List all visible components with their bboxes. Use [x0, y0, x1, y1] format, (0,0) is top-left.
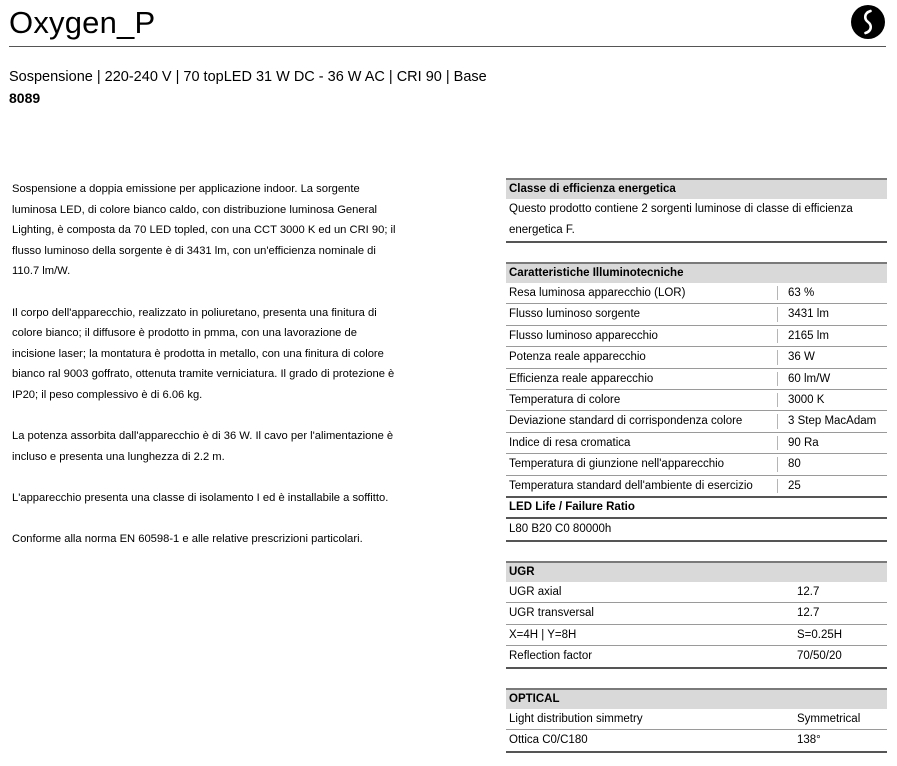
description-paragraph: Sospensione a doppia emissione per applicazione indoor. La sorgente luminosa LED, di colore bianco caldo, con distribuzione luminosa General Lighting, è composta da 70 LED topled, con una CCT 3000 K ed un CRI 90; il flusso luminoso della sorgente è di 3431 lm, con un'efficienza nominale di 110.7 lm/W.	[12, 183, 396, 278]
table-row	[506, 603, 887, 624]
row-value: 63 %	[788, 287, 815, 299]
description-paragraph: L'apparecchio presenta una classe di isolamento I ed è installabile a soffitto.	[12, 491, 389, 504]
description-paragraph: Il corpo dell'apparecchio, realizzato in poliuretano, presenta una finitura di colore bianco; il diffusore è prodotto in pmma, con una lavorazione de incisione laser; la montatura è prodotta in metallo, con una finitura di colore bianco ral 9003 goffrato, ottenuta tramite verniciatura. Il grado di protezione è IP20; il peso complessivo è di 6.06 kg.	[12, 306, 395, 401]
table-row	[506, 454, 887, 475]
energy-section	[506, 178, 887, 243]
description-paragraph: Conforme alla norma EN 60598-1 e alle relative prescrizioni particolari.	[12, 533, 363, 546]
optical-section	[506, 688, 887, 753]
table-row	[506, 582, 887, 603]
product-description	[12, 179, 402, 570]
row-label: Light distribution simmetry	[509, 713, 643, 725]
row-value: 12.7	[797, 586, 820, 598]
lighting-heading: Caratteristiche Illuminotecniche	[506, 262, 887, 283]
optical-heading: OPTICAL	[506, 688, 887, 709]
row-label: Reflection factor	[509, 650, 593, 663]
row-value: 36 W	[788, 351, 815, 364]
description-paragraph: La potenza assorbita dall'apparecchio è di 36 W. Il cavo per l'alimentazione è incluso e presenta una lunghezza di 2.2 m.	[12, 430, 394, 463]
row-value: 3431 lm	[788, 308, 829, 321]
row-label: Potenza reale apparecchio	[509, 351, 646, 364]
table-row	[506, 283, 887, 304]
header-divider	[9, 46, 886, 47]
table-row	[506, 730, 887, 752]
table-row	[506, 709, 887, 730]
table-row	[506, 326, 887, 347]
lighting-section	[506, 262, 887, 542]
row-value: 60 lm/W	[788, 372, 831, 385]
row-label: X=4H | Y=8H	[509, 628, 577, 641]
row-value: 2165 lm	[788, 329, 829, 342]
led-life-text: L80 B20 C0 80000h	[506, 519, 887, 542]
row-value: 12.7	[797, 607, 820, 620]
table-row	[506, 369, 887, 390]
product-subtitle: Sospensione | 220-240 V | 70 topLED 31 W DC - 36 W AC | CRI 90 | Base	[9, 69, 487, 85]
page-title: Oxygen_P	[9, 5, 156, 40]
product-code: 8089	[9, 90, 41, 106]
table-row	[506, 347, 887, 368]
brand-logo-icon	[851, 5, 885, 39]
row-value: 3000 K	[788, 393, 825, 406]
row-value: S=0.25H	[797, 628, 843, 641]
row-label: Deviazione standard di corrispondenza colore	[509, 415, 743, 428]
row-label: Resa luminosa apparecchio (LOR)	[509, 287, 686, 299]
row-label: Indice di resa cromatica	[509, 436, 631, 449]
row-value: Symmetrical	[797, 713, 861, 725]
table-row	[506, 433, 887, 454]
row-value: 25	[788, 479, 801, 492]
table-row	[506, 646, 887, 668]
energy-heading: Classe di efficienza energetica	[506, 178, 887, 199]
table-row	[506, 304, 887, 325]
led-life-heading: LED Life / Failure Ratio	[506, 498, 887, 519]
row-label: Temperatura di colore	[509, 393, 621, 406]
table-row	[506, 625, 887, 646]
table-row	[506, 411, 887, 432]
row-label: Temperatura standard dell'ambiente di esercizio	[509, 479, 753, 492]
row-label: Ottica C0/C180	[509, 734, 588, 747]
row-label: Efficienza reale apparecchio	[509, 372, 654, 385]
row-value: 70/50/20	[797, 650, 842, 663]
row-value: 138°	[797, 734, 821, 747]
ugr-heading: UGR	[506, 561, 887, 582]
row-label: Flusso luminoso sorgente	[509, 308, 641, 321]
table-row	[506, 476, 887, 498]
row-label: UGR transversal	[509, 607, 594, 620]
row-label: Temperatura di giunzione nell'apparecchio	[509, 458, 725, 471]
row-label: UGR axial	[509, 586, 562, 598]
ugr-section	[506, 561, 887, 669]
row-value: 3 Step MacAdam	[788, 415, 877, 428]
row-value: 80	[788, 458, 801, 471]
row-value: 90 Ra	[788, 436, 819, 449]
row-label: Flusso luminoso apparecchio	[509, 329, 658, 342]
table-row	[506, 390, 887, 411]
energy-text: Questo prodotto contiene 2 sorgenti luminose di classe di efficienza energetica F.	[506, 199, 887, 243]
